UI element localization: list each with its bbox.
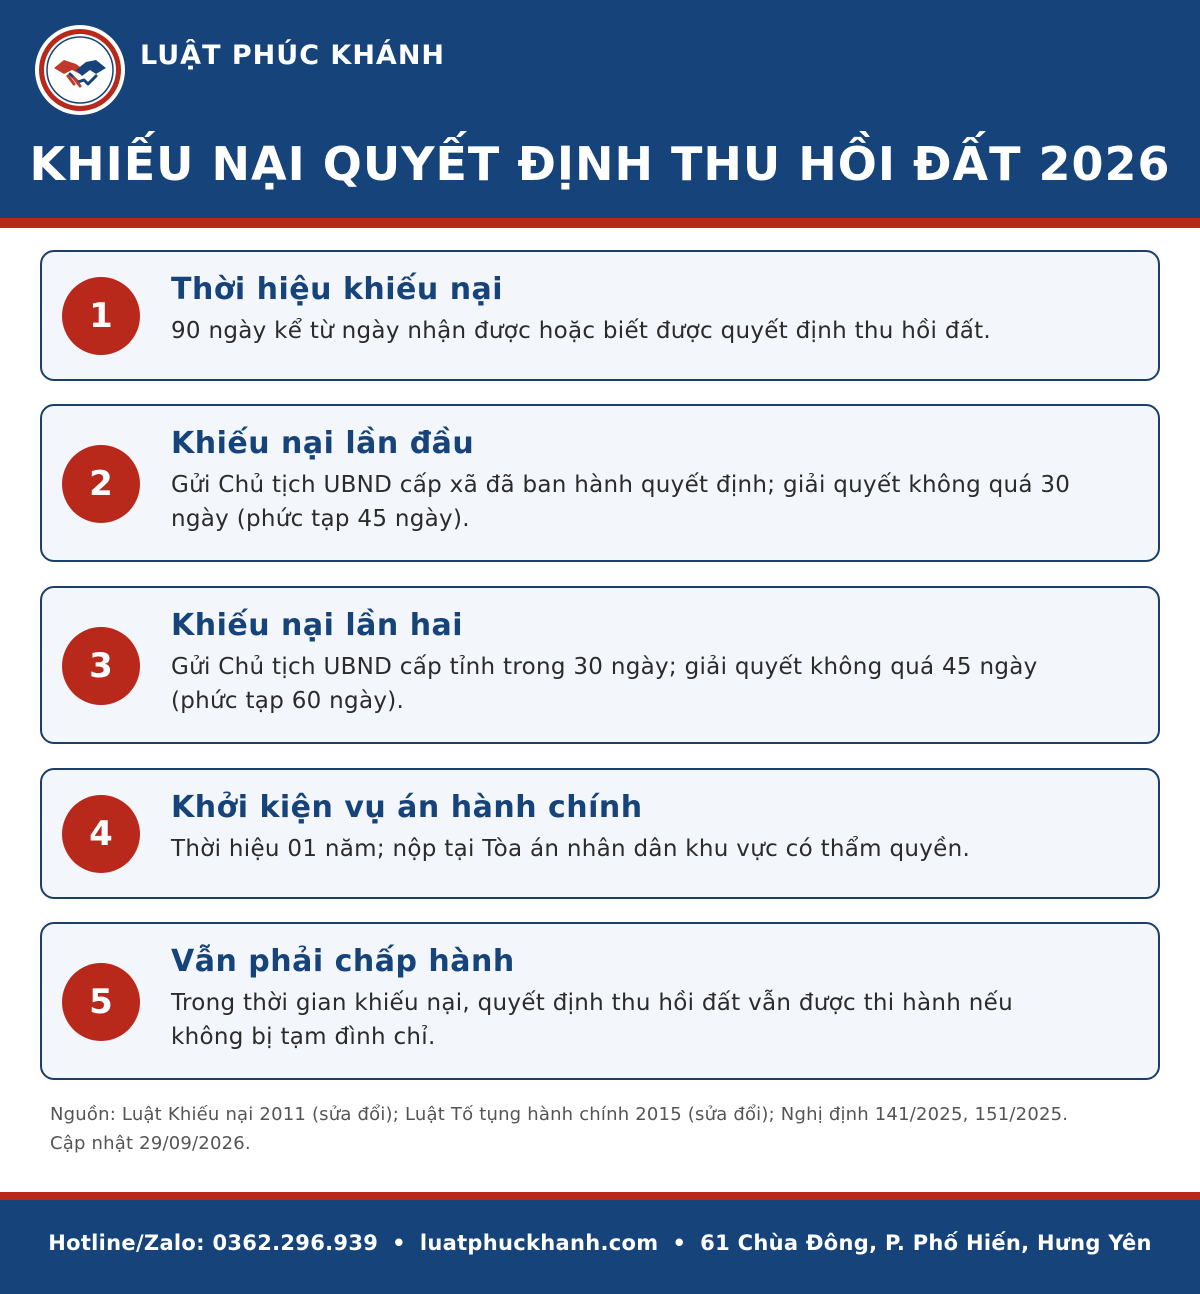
footer-bar — [0, 1200, 1200, 1294]
step-number-badge: 3 — [62, 627, 140, 705]
step-description: Trong thời gian khiếu nại, quyết định thu hồi đất vẫn được thi hành nếu không bị tạm đình chỉ. — [171, 990, 1013, 1050]
bullet-separator: • — [672, 1231, 687, 1255]
step-title: Vẫn phải chấp hành — [171, 944, 515, 979]
step-number-badge: 1 — [62, 277, 140, 355]
step-card — [40, 922, 1160, 1080]
bullet-separator: • — [392, 1231, 406, 1255]
step-title: Khởi kiện vụ án hành chính — [171, 790, 643, 825]
page-title: KHIẾU NẠI QUYẾT ĐỊNH THU HỒI ĐẤT 2026 — [29, 137, 1171, 191]
brand-name: LUẬT PHÚC KHÁNH — [140, 40, 446, 71]
step-number-badge: 4 — [62, 795, 140, 873]
website-link[interactable]: luatphuckhanh.com — [419, 1231, 659, 1255]
source-note: Nguồn: Luật Khiếu nại 2011 (sửa đổi); Luật Tố tụng hành chính 2015 (sửa đổi); Nghị định 141/2025, 151/2025. Cập nhật 29/09/2026. — [50, 1104, 1069, 1154]
step-card — [40, 404, 1160, 562]
step-card — [40, 586, 1160, 744]
step-card — [40, 250, 1160, 381]
address-text: 61 Chùa Đông, P. Phố Hiến, Hưng Yên — [700, 1231, 1152, 1255]
step-number-badge: 2 — [62, 445, 140, 523]
step-description: Thời hiệu 01 năm; nộp tại Tòa án nhân dân khu vực có thẩm quyền. — [171, 836, 971, 862]
step-description: Gửi Chủ tịch UBND cấp tỉnh trong 30 ngày; giải quyết không quá 45 ngày (phức tạp 60 ngày). — [171, 654, 1038, 714]
handshake-icon — [34, 24, 126, 116]
step-number-badge: 5 — [62, 963, 140, 1041]
step-title: Khiếu nại lần hai — [171, 608, 464, 643]
header-banner — [0, 0, 1200, 218]
footer-divider — [0, 1192, 1200, 1200]
hotline-text: Hotline/Zalo: 0362.296.939 — [48, 1231, 379, 1255]
step-card — [40, 768, 1160, 899]
step-title: Khiếu nại lần đầu — [171, 426, 475, 461]
step-description: 90 ngày kể từ ngày nhận được hoặc biết được quyết định thu hồi đất. — [171, 318, 992, 344]
step-description: Gửi Chủ tịch UBND cấp xã đã ban hành quyết định; giải quyết không quá 30 ngày (phức tạp 45 ngày). — [171, 472, 1071, 532]
header-divider — [0, 218, 1200, 228]
step-title: Thời hiệu khiếu nại — [171, 272, 504, 307]
